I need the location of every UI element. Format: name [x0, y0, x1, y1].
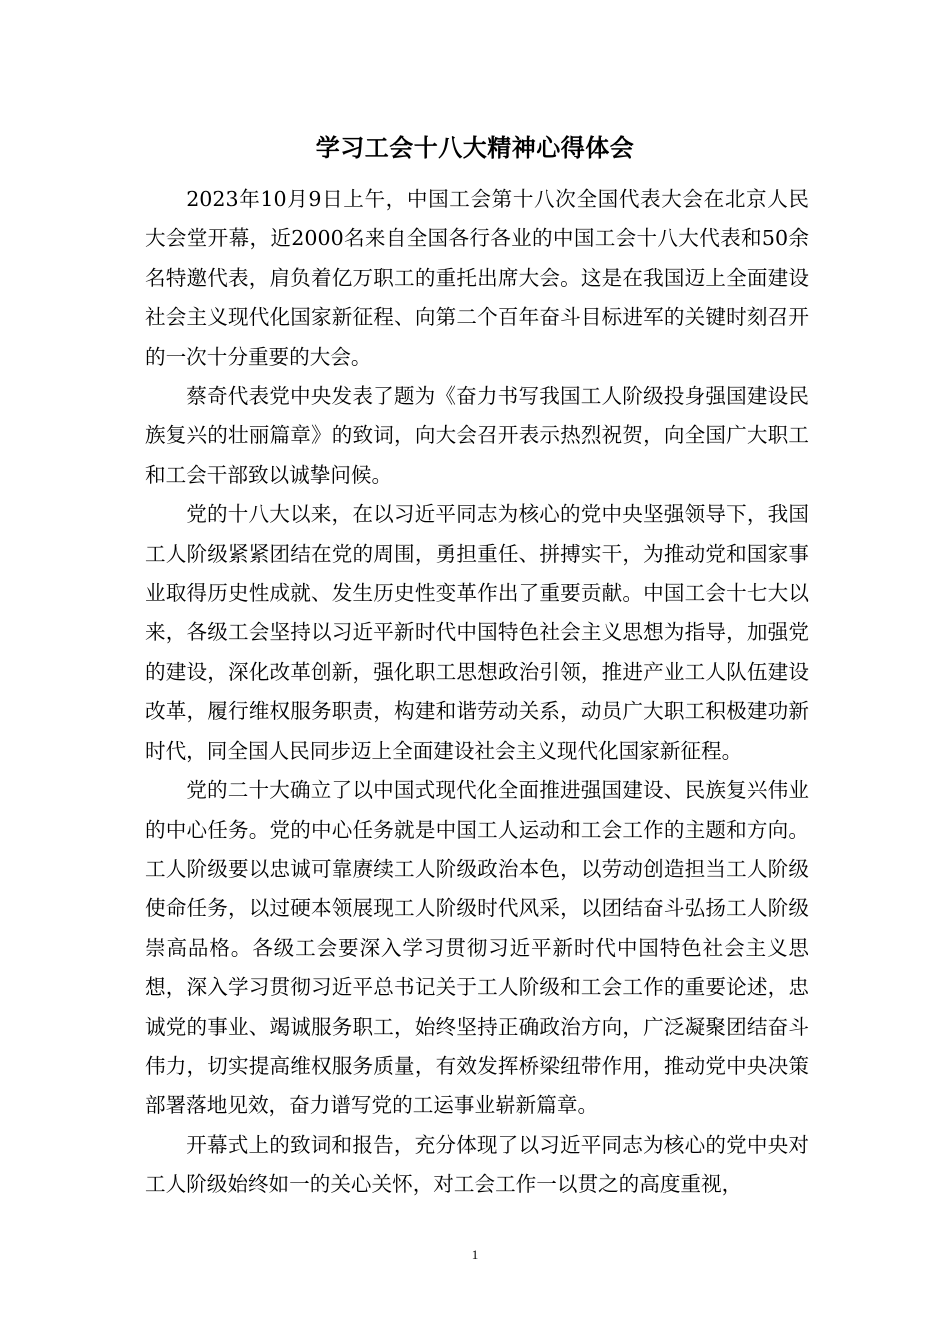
- paragraph-4: 党的二十大确立了以中国式现代化全面推进强国建设、民族复兴伟业的中心任务。党的中心任务就是中国工人运动和工会工作的主题和方向。工人阶级要以忠诚可靠赓续工人阶级政治本色，以劳动创造担当工人阶级使命任务，以过硬本领展现工人阶级时代风采，以团结奋斗弘扬工人阶级崇高品格。各级工会要深入学习贯彻习近平新时代中国特色社会主义思想，深入学习贯彻习近平总书记关于工人阶级和工会工作的重要论述，忠诚党的事业、竭诚服务职工，始终坚持正确政治方向，广泛凝聚团结奋斗伟力，切实提高维权服务质量，有效发挥桥梁纽带作用，推动党中央决策部署落地见效，奋力谱写党的工运事业崭新篇章。: [145, 778, 809, 1118]
- document-body: [145, 180, 809, 1205]
- paragraph-2: 蔡奇代表党中央发表了题为《奋力书写我国工人阶级投身强国建设民族复兴的壮丽篇章》的致词，向大会召开表示热烈祝贺，向全国广大职工和工会干部致以诚挚问候。: [145, 384, 809, 487]
- paragraph-5: 开幕式上的致词和报告，充分体现了以习近平同志为核心的党中央对工人阶级始终如一的关心关怀，对工会工作一以贯之的高度重视，: [145, 1132, 809, 1197]
- paragraph-3: 党的十八大以来，在以习近平同志为核心的党中央坚强领导下，我国工人阶级紧紧团结在党的周围，勇担重任、拼搏实干，为推动党和国家事业取得历史性成就、发生历史性变革作出了重要贡献。中国工会十七大以来，各级工会坚持以习近平新时代中国特色社会主义思想为指导，加强党的建设，深化改革创新，强化职工思想政治引领，推进产业工人队伍建设改革，履行维权服务职责，构建和谐劳动关系，动员广大职工积极建功新时代，同全国人民同步迈上全面建设社会主义现代化国家新征程。: [145, 502, 809, 763]
- document-title: 学习工会十八大精神心得体会: [315, 133, 635, 162]
- page-number: 1: [471, 1247, 479, 1262]
- paragraph-1: 2023年10月9日上午，中国工会第十八次全国代表大会在北京人民大会堂开幕，近2000名来自全国各行各业的中国工会十八大代表和50余名特邀代表，肩负着亿万职工的重托出席大会。这是在我国迈上全面建设社会主义现代化国家新征程、向第二个百年奋斗目标进军的关键时刻召开的一次十分重要的大会。: [145, 187, 809, 369]
